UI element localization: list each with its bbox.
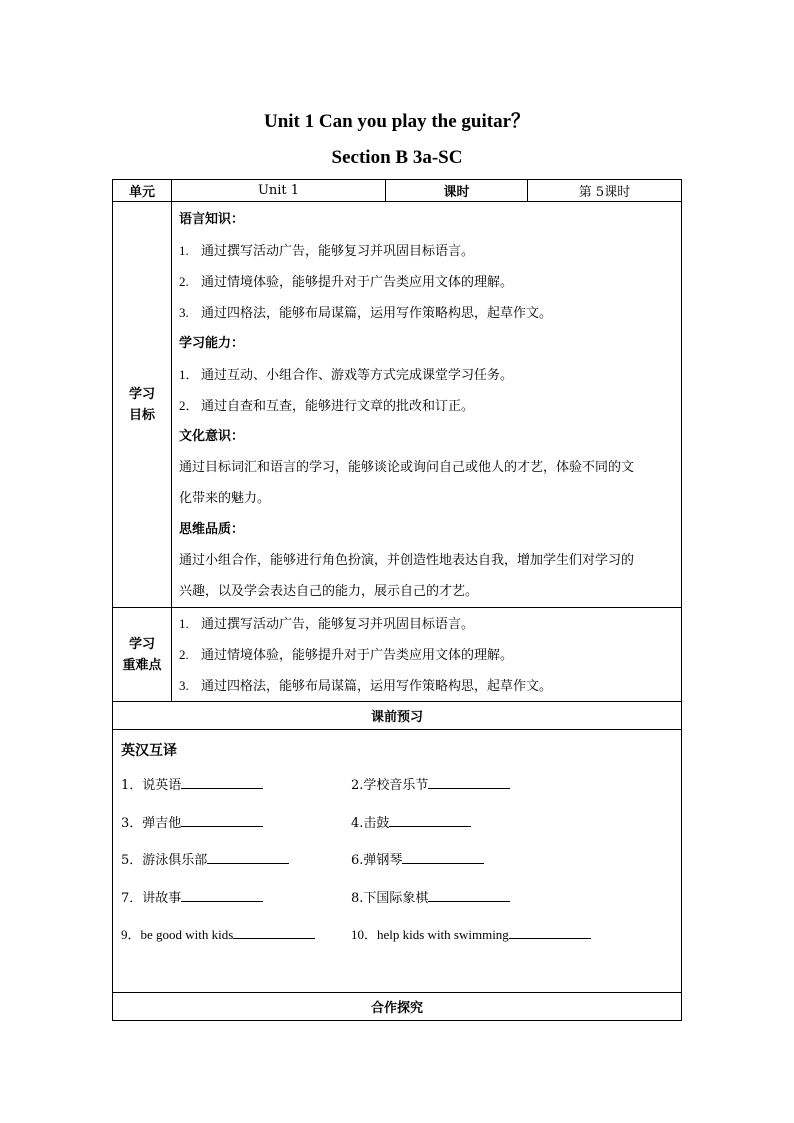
objectives-label-line1: 学习 <box>128 386 155 402</box>
answer-blank[interactable] <box>389 814 471 827</box>
objective-line-text: 化带来的魅力。 <box>179 491 271 506</box>
exercise-item <box>121 924 315 943</box>
objective-line-text: 通过撰写活动广告，能够复习并巩固目标语言。 <box>201 244 475 259</box>
preview-section-row <box>113 702 682 730</box>
exercise-prompt: 9．be good with kids <box>121 927 234 942</box>
lesson-plan-table <box>112 179 682 1021</box>
exercise-item <box>351 774 510 793</box>
exercise-row <box>121 839 681 877</box>
objectives-label-line2: 目标 <box>128 407 155 423</box>
exercise-prompt: 2.学校音乐节 <box>351 778 429 793</box>
objective-line-number: 1. <box>179 243 189 258</box>
objective-line <box>172 235 681 266</box>
exercise-item <box>351 924 591 943</box>
key-points-row <box>113 608 682 702</box>
objective-line-text: 通过目标词汇和语言的学习，能够谈论或询问自己或他人的才艺，体验不同的文 <box>179 460 635 475</box>
objective-line-text: 通过小组合作，能够进行角色扮演，并创造性地表达自我，增加学生们对学习的 <box>179 553 635 568</box>
key-points-content <box>172 608 682 702</box>
translation-heading: 英汉互译 <box>121 743 177 759</box>
key-point-line-text: 通过撰写活动广告，能够复习并巩固目标语言。 <box>201 617 475 632</box>
preview-content-row <box>113 730 682 993</box>
preview-content <box>113 730 682 993</box>
objective-line <box>172 483 681 514</box>
key-point-line-number: 2. <box>179 647 189 662</box>
key-point-line-text: 通过情境体验，能够提升对于广告类应用文体的理解。 <box>201 648 514 663</box>
objectives-row <box>113 202 682 608</box>
key-points-label-line2: 重难点 <box>122 657 162 673</box>
objective-line-text: 通过互动、小组合作、游戏等方式完成课堂学习任务。 <box>201 368 514 383</box>
unit-label: 单元 <box>113 180 172 202</box>
unit-value: Unit 1 <box>172 180 386 202</box>
exercise-row <box>121 877 681 915</box>
exercise-prompt: 3．弹吉他 <box>121 815 182 831</box>
objective-line <box>172 204 681 235</box>
exercise-prompt: 7．讲故事 <box>121 890 182 906</box>
key-point-line-number: 3. <box>179 678 189 693</box>
exercise-prompt: 4.击鼓 <box>351 815 390 831</box>
answer-blank[interactable] <box>509 926 591 939</box>
exercise-prompt: 8.下国际象棋 <box>351 890 429 906</box>
document-title: Unit 1 Can you play the guitar？ <box>263 111 531 132</box>
answer-blank[interactable] <box>233 926 315 939</box>
objective-line <box>172 576 681 607</box>
key-points-label <box>113 608 172 702</box>
objective-line-number: 2． <box>179 398 199 413</box>
answer-blank[interactable] <box>402 851 484 864</box>
objective-line-number: 3. <box>179 305 189 320</box>
exercise-item <box>351 812 471 831</box>
objective-line-text: 通过情境体验，能够提升对于广告类应用文体的理解。 <box>201 275 514 290</box>
exercise-item <box>121 812 263 831</box>
objective-line-text: 语言知识： <box>179 212 245 227</box>
exercise-item <box>121 849 289 868</box>
answer-blank[interactable] <box>207 851 289 864</box>
objective-line <box>172 297 681 328</box>
objective-line-text: 学习能力： <box>179 336 245 351</box>
objective-line-text: 兴趣，以及学会表达自己的能力，展示自己的才艺。 <box>179 584 479 599</box>
objective-line-text: 文化意识： <box>179 429 245 444</box>
objective-line <box>172 390 681 421</box>
answer-blank[interactable] <box>428 776 510 789</box>
cooperation-section-title: 合作探究 <box>113 993 682 1021</box>
exercise-prompt: 10．help kids with swimming <box>351 927 509 942</box>
preview-section-title: 课前预习 <box>113 702 682 730</box>
key-point-line-text: 通过四格法，能够布局谋篇，运用写作策略构思，起草作文。 <box>201 679 553 694</box>
exercise-row <box>121 764 681 802</box>
header-row <box>113 180 682 202</box>
exercise-row <box>121 802 681 840</box>
objective-line <box>172 266 681 297</box>
exercise-item <box>351 887 510 906</box>
key-point-line <box>172 639 681 670</box>
objective-line-number: 1． <box>179 367 199 382</box>
exercise-row <box>121 914 681 952</box>
objective-line <box>172 328 681 359</box>
period-label: 课时 <box>386 180 528 202</box>
exercise-prompt: 5．游泳俱乐部 <box>121 853 208 868</box>
objective-line <box>172 359 681 390</box>
translation-exercise-grid <box>121 764 681 952</box>
objective-line-text: 通过自查和互查，能够进行文章的批改和订正。 <box>201 399 475 414</box>
objective-line <box>172 514 681 545</box>
exercise-item <box>351 849 484 868</box>
exercise-item <box>121 887 263 906</box>
key-point-line-number: 1. <box>179 616 189 631</box>
objectives-content <box>172 202 682 608</box>
objective-line-text: 通过四格法，能够布局谋篇，运用写作策略构思，起草作文。 <box>201 306 553 321</box>
objective-line <box>172 452 681 483</box>
period-value: 第 5课时 <box>528 180 682 202</box>
key-point-line <box>172 608 681 639</box>
cooperation-section-row <box>113 993 682 1021</box>
objectives-label <box>113 202 172 608</box>
key-points-label-line1: 学习 <box>128 636 155 652</box>
document-subtitle: Section B 3a-SC <box>331 147 463 168</box>
answer-blank[interactable] <box>181 814 263 827</box>
objective-line-text: 思维品质： <box>179 522 245 537</box>
key-point-line <box>172 670 681 701</box>
objective-line <box>172 421 681 452</box>
objective-line-number: 2. <box>179 274 189 289</box>
exercise-prompt: 1．说英语 <box>121 778 182 793</box>
answer-blank[interactable] <box>428 889 510 902</box>
answer-blank[interactable] <box>181 889 263 902</box>
exercise-item <box>121 774 263 793</box>
exercise-prompt: 6.弹钢琴 <box>351 853 403 868</box>
objective-line <box>172 545 681 576</box>
answer-blank[interactable] <box>181 776 263 789</box>
